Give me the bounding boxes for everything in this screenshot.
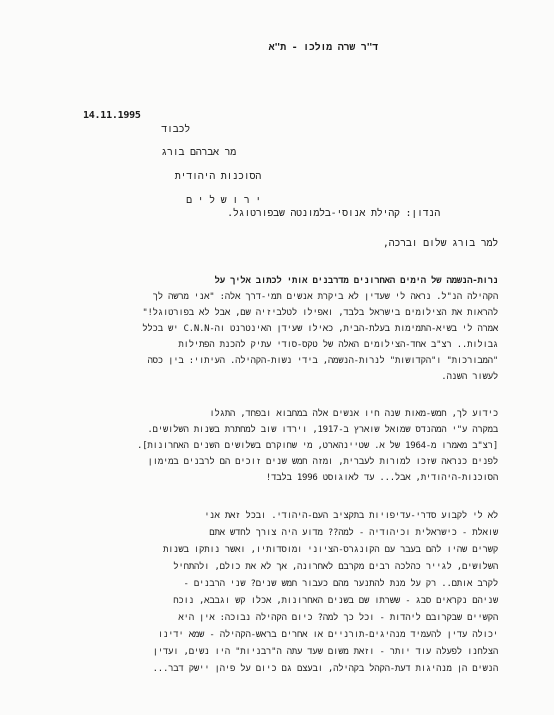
text-line: להראות את הצילומים בישראל בלבד, ואפילו לטלביזיה שם, אבל לא בפורטוגל!" [142,308,498,318]
text-line: לא לי לקבוע סדרי-עדיפויות בתקציב העם-היהודי. ובכל זאת אני [204,511,498,521]
text-line: הקשיים שבקרובם ליהדות - וכל כך למה? כיום הקהילה נבוכה: אין היא [178,613,498,623]
text-line: כידוע לך, חמש-מאות שנה חיו אנשים אלה במחבוא ובפחד, התגלו [209,409,498,419]
text-line: השלושים, לגייר כהלכה רבים מקרבם לאחרונה, אך לא את כולם, ולהתחיל [173,562,498,572]
text-line: הצלחנו לפעלה עוד יותר - וזאת משום שעד עתה ה"רבניות" היו נשים, ועדין [152,647,498,657]
text-line: נרות-הנשמה של הימים האחרונים מדרבנים אותי לכתוב אליך על [214,276,498,286]
text-line: לקרב אותם.. רק על מנת להתנער מהם כעבור חמש שנים? שני הרבנים - [183,579,498,589]
text-line: שניהם נקראים סבג - ששרתו שם בשנים האחרונות, אכלו קש וגבבא, נוכח [173,596,498,606]
recipient-line: מר אברהם בורג [161,147,236,158]
text-line: הנשים הן מנהיגות דעת-הקהל בקהילה, ובעצם גם כיום על פיהן יישק דבר... [152,664,498,674]
text-line: גבולות.. רצ"ב אחד-הצילומים האלה של טקס-סודי עתיק להכנת הפתילות [178,340,498,350]
subject-line: הנדון: קהילת אנוסי-בלמונטה שבפורטוגל. [227,208,440,219]
text-line: הקהילה הנ"ל. נראה לי שעדין לא ביקרת אנשים תמי-דרך אלה: "אני מרשה לך [152,292,498,302]
greeting: למר בורג שלום וברכה, [382,238,498,249]
text-line: "המבורכות" ו"הקדושות" לנרות-הנשמה, בידי נשות-הקהילה. העיתוי: בין כסה [147,356,498,366]
recipient-line: לכבוד [161,124,190,135]
letter-header: ד"ר שרה מולכו - ת"א [268,42,378,53]
recipient-line: י ר ו ש ל י ם [186,195,261,206]
text-line: שואלת - כישראלית וכיהודיה - למה?? מדוע היה צורך לחדש אתם [209,528,498,538]
letter-date: 14.11.1995 [83,110,141,121]
text-line: יכולה עדין להעמיד מנהיגים-תורניים או אחרים בראש-הקהילה - שמא ידינו [157,630,498,640]
text-line: [רצ"ב מאמרו מ-1964 של א. שטיינהארט, מי שחוקרם בשלושים השנים האחרונות]. [137,441,498,451]
text-line: קשרים שהיו להם בעבר עם הקונגרס-הציוני ומוסדותיו, ואשר נותקו בשנות [162,545,498,555]
text-line: הסוכנות-היהודית, אבל... עד לאוגוסט 1996 בלבד! [265,473,498,483]
recipient-line: הסוכנות היהודית [174,171,261,182]
text-line: לעשור השנה. [441,372,498,382]
text-line: אמרה לי בשיא-התמימות בעלת-הבית, כאילו שעידן האינטרנט וה-C.N.N יש בכלל [142,324,498,334]
text-line: במקרה ע"י המהנדס שמואל שוארץ ב-1917, וירדו שוב למחתרת בשנות השלושים. [147,425,498,435]
text-line: לפנים כנראה שזכו למורות לעברית, ומזה חמש שנים זוכים הם לרבנים במימון [147,457,498,467]
